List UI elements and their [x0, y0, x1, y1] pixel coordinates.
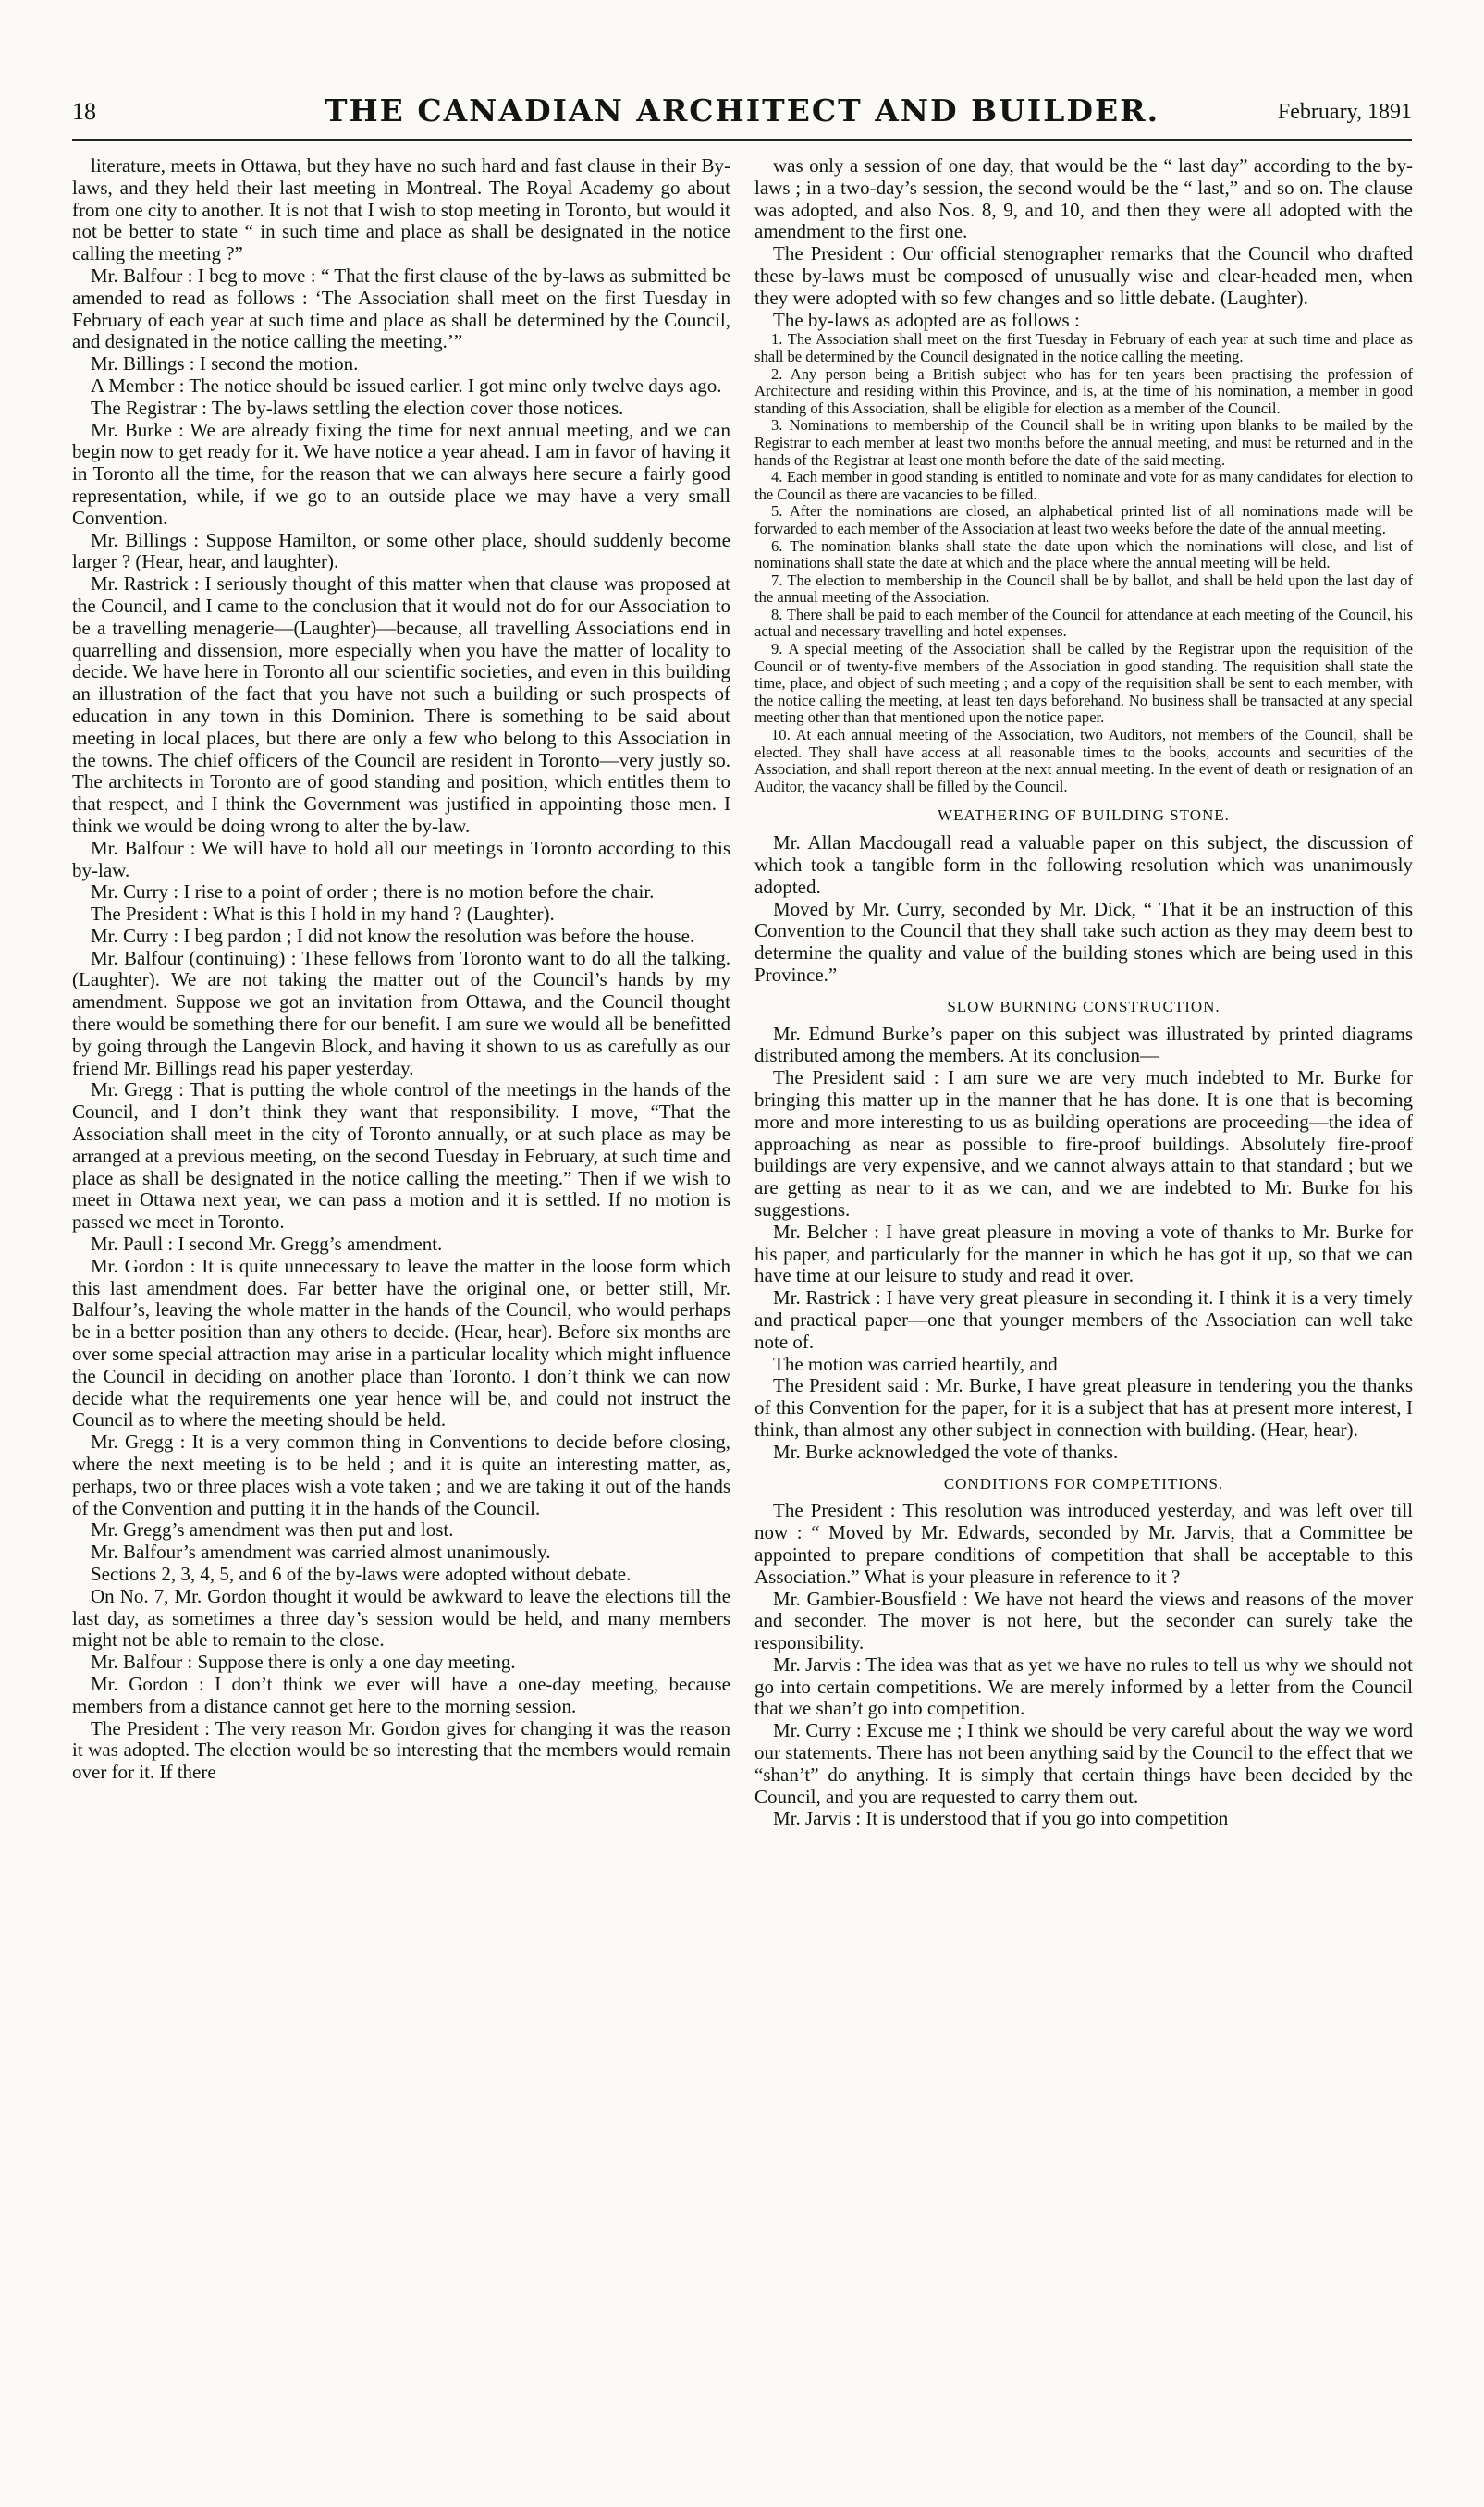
- paragraph: The President : What is this I hold in my hand ? (Laughter).: [91, 903, 555, 926]
- bylaw-item: 3. Nominations to membership of the Council shall be in writing upon blanks to be mailed by the Registrar to each member at least two months before the annual meeting, and must be returned and in the hands of the Registrar at least one month before the date of the said meeting.: [754, 416, 1413, 469]
- paragraph: Mr. Billings : Suppose Hamilton, or some other place, should suddenly become larger ? (Hear, hear, and laughter).: [72, 528, 730, 573]
- paragraph: Mr. Jarvis : The idea was that as yet we have no rules to tell us why we should not go into certain competitions. We are merely informed by a letter from the Council that we shan’t go into competition.: [754, 1653, 1413, 1720]
- paragraph: The President : Our official stenographer remarks that the Council who drafted these by-laws must be composed of unusually wise and clear-headed men, when they were adopted with so few changes and so little debate. (Laughter).: [754, 242, 1413, 309]
- paragraph: Mr. Balfour : We will have to hold all our meetings in Toronto according to this by-law.: [72, 836, 730, 881]
- paragraph: Mr. Gambier-Bousfield : We have not heard the views and reasons of the mover and seconder. The mover is not here, but the seconder can surely take the responsibility.: [754, 1587, 1413, 1654]
- bylaw-item: 8. There shall be paid to each member of the Council for attendance at each meeting of the Council, his actual and necessary travelling and hotel expenses.: [754, 605, 1413, 641]
- masthead-title: THE CANADIAN ARCHITECT AND BUILDER.: [324, 92, 1160, 129]
- paragraph: Sections 2, 3, 4, 5, and 6 of the by-laws were adopted without debate.: [91, 1563, 632, 1585]
- paragraph: The Registrar : The by-laws settling the election cover those notices.: [91, 396, 624, 419]
- paragraph: Mr. Gregg : It is a very common thing in Conventions to decide before closing, where the next meeting is to be held ; and it is quite an interesting matter, as, perhaps, two or three places wish a vote taken ; and we are taking it out of the hands of the Convention and putting it in the hands of the Council.: [72, 1431, 730, 1519]
- page-header: [72, 92, 1412, 141]
- bylaw-item: 4. Each member in good standing is entitled to nominate and vote for as many candidates for election to the Council as there are vacancies to be filled.: [754, 468, 1413, 503]
- bylaw-item: 10. At each annual meeting of the Association, two Auditors, not members of the Council, shall be elected. They shall have access at all reasonable times to the books, accounts and securities of the Association, and shall report thereon at the next annual meeting. In the event of death or resignation of an Auditor, the vacancy shall be filled by the Council.: [754, 726, 1413, 795]
- paragraph: Mr. Burke acknowledged the vote of thanks.: [773, 1440, 1119, 1463]
- bylaw-item: 5. After the nominations are closed, an alphabetical printed list of all nominations made will be forwarded to each member of the Association at least two weeks before the date of the annual meeting.: [754, 502, 1413, 537]
- paragraph: On No. 7, Mr. Gordon thought it would be awkward to leave the elections till the last day, as sometimes a three day’s session would be held, and many members might not be able to remain to the close.: [72, 1584, 730, 1652]
- paragraph: Mr. Balfour (continuing) : These fellows from Toronto want to do all the talking. (Laughter). We are not taking the matter out of the Council’s hands by my amendment. Suppose we got an invitation from Ottawa, and the Council thought there would be something there for our benefit. I am sure we would all be benefitted by going through the Langevin Block, and having it shown to us as carefully as our friend Mr. Billings read his paper yesterday.: [72, 946, 730, 1079]
- paragraph: literature, meets in Ottawa, but they have no such hard and fast clause in their By-laws, and they held their last meeting in Montreal. The Royal Academy go about from one city to another. It is not that I wish to stop meeting in Toronto, but would it not be better to state “ in such time and place as shall be designated in the notice calling the meeting ?”: [72, 155, 730, 265]
- right-column: [754, 155, 1413, 2476]
- left-column: [72, 155, 730, 2476]
- paragraph: Mr. Jarvis : It is understood that if you go into competition: [773, 1807, 1229, 1830]
- paragraph: The by-laws as adopted are as follows :: [773, 308, 1080, 331]
- bylaw-item: 1. The Association shall meet on the first Tuesday in February of each year at such time and place as shall be determined by the Council designated in the notice calling the meeting.: [754, 330, 1413, 365]
- paragraph: Mr. Rastrick : I seriously thought of this matter when that clause was proposed at the Council, and I came to the conclusion that it would not do for our Association to be a travelling menagerie—(Laughter)—because, all travelling Associations end in quarrelling and dissension, more especially when you have the matter of locality to decide. We have here in Toronto all our scientific societies, and even in this building an illustration of the fact that you have not such a building or such prospects of education in any town in this Dominion. There is something to be said about meeting in local places, but there are only a few who belong to this Association in the towns. The chief officers of the Council are resident in Toronto—very justly so. The architects in Toronto are of good standing and position, which entitles them to that respect, and I think the Government was justified in appointing those men. I think we would be doing wrong to alter the by-law.: [72, 572, 730, 837]
- paragraph: Mr. Paull : I second Mr. Gregg’s amendment.: [91, 1233, 443, 1256]
- paragraph: A Member : The notice should be issued earlier. I got mine only twelve days ago.: [91, 374, 722, 397]
- paragraph: Mr. Gordon : It is quite unnecessary to leave the matter in the loose form which this last amendment does. Far better have the original one, or better still, Mr. Balfour’s, leaving the whole matter in the hands of the Council, who would perhaps be in a better position than any others to decide. (Hear, hear). Before six months are over some special attraction may arise in a particular locality which might influence the Council in deciding on another place than Toronto. I don’t think we can now decide what the requirements one year hence will be, and could not instruct the Council as to where the meeting should be held.: [72, 1254, 730, 1432]
- paragraph: The President said : Mr. Burke, I have great pleasure in tendering you the thanks of this Convention for the paper, for it is a subject that has at present more interest, I think, than almost any other subject in connection with building. (Hear, hear).: [754, 1374, 1413, 1441]
- paragraph: The President : The very reason Mr. Gordon gives for changing it was the reason it was adopted. The election would be so interesting that the members would remain over for it. If there: [72, 1716, 730, 1784]
- paragraph: Mr. Balfour : I beg to move : “ That the first clause of the by-laws as submitted be amended to read as follows : ‘The Association shall meet on the first Tuesday in February of each year at such time and place as shall be determined by the Council, and designated in the notice calling the meeting.’”: [72, 264, 730, 353]
- paragraph: Mr. Rastrick : I have very great pleasure in seconding it. I think it is a very timely and practical paper—one that younger members of the Association can well take note of.: [754, 1286, 1413, 1353]
- issue-date: February, 1891: [1277, 100, 1412, 124]
- paragraph: Mr. Burke : We are already fixing the time for next annual meeting, and we can begin now to get ready for it. We have notice a year ahead. I am in favor of having it in Toronto all the time, for the reason that we can always here secure a fairly good representation, while, if we go to an outside place we may have a very small Convention.: [72, 418, 730, 529]
- paragraph: Mr. Edmund Burke’s paper on this subject was illustrated by printed diagrams distributed among the members. At its conclusion—: [754, 1022, 1413, 1067]
- paragraph: Mr. Gregg : That is putting the whole control of the meetings in the hands of the Council, and I don’t think they want that responsibility. I move, “That the Association shall meet in the city of Toronto annually, or at such place as may be arranged at a previous meeting, on the second Tuesday in February, at such time and place as shall be designated in the notice calling the meeting.” Then if we wish to meet in Ottawa next year, we can pass a motion and it is settled. If no motion is passed we meet in Toronto.: [72, 1078, 730, 1234]
- paragraph: Mr. Gregg’s amendment was then put and lost.: [91, 1518, 454, 1542]
- paragraph: was only a session of one day, that would be the “ last day” according to the by-laws ; in a two-day’s session, the second would be the “ last,” and so on. The clause was adopted, and also Nos. 8, 9, and 10, and then they were all adopted with the amendment to the first one.: [754, 155, 1413, 243]
- paragraph: Mr. Gordon : I don’t think we ever will have a one-day meeting, because members from a distance cannot get here to the morning session.: [72, 1672, 730, 1717]
- paragraph: The President said : I am sure we are very much indebted to Mr. Burke for bringing this matter up in the manner that he has done. It is one that is becoming more and more interesting to us as building operations are proceeding—the idea of approaching as near as possible to fire-proof buildings. Absolutely fire-proof buildings are very expensive, and we cannot always attain to that standard ; but we are getting as near to it as we can, and we are indebted to Mr. Burke for his suggestions.: [754, 1066, 1413, 1221]
- section-heading-competitions: CONDITIONS FOR COMPETITIONS.: [943, 1474, 1224, 1493]
- paragraph: Mr. Balfour’s amendment was carried almost unanimously.: [91, 1541, 551, 1564]
- bylaw-item: 7. The election to membership in the Council shall be by ballot, and shall be held upon the last day of the annual meeting of the Association.: [754, 571, 1413, 607]
- paragraph: Mr. Balfour : Suppose there is only a one day meeting.: [91, 1651, 516, 1674]
- bylaw-item: 9. A special meeting of the Association shall be called by the Registrar upon the requisition of the Council or of twenty-five members of the Association in good standing. The requisition shall state the time, place, and object of such meeting ; and a copy of the requisition shall be sent to each member, with the notice calling the meeting, at least ten days beforehand. No business shall be transacted at any special meeting other than that mentioned upon the notice paper.: [754, 640, 1413, 727]
- section-heading-slow-burning: SLOW BURNING CONSTRUCTION.: [947, 997, 1220, 1015]
- paragraph: Moved by Mr. Curry, seconded by Mr. Dick, “ That it be an instruction of this Convention to the Council that they shall take such action as they may deem best to determine the quality and value of the building stones which are being used in this Province.”: [754, 897, 1413, 986]
- paragraph: The motion was carried heartily, and: [773, 1352, 1058, 1375]
- paragraph: Mr. Curry : I rise to a point of order ; there is no motion before the chair.: [91, 880, 655, 903]
- section-heading-weathering: WEATHERING OF BUILDING STONE.: [938, 806, 1230, 825]
- paragraph: Mr. Allan Macdougall read a valuable paper on this subject, the discussion of which took a tangible form in the following resolution which was unanimously adopted.: [754, 831, 1413, 898]
- page-number: 18: [72, 98, 96, 125]
- paragraph: The President : This resolution was introduced yesterday, and was left over till now : “ Moved by Mr. Edwards, seconded by Mr. Jarvis, that a Committee be appointed to prepare conditions of competition that shall be acceptable to this Association.” What is your pleasure in reference to it ?: [754, 1499, 1413, 1588]
- bylaw-item: 6. The nomination blanks shall state the date upon which the nominations will close, and list of nominations shall state the date at which and the place where the annual meeting will be held.: [754, 536, 1413, 572]
- bylaws-list: [754, 331, 1413, 795]
- paragraph: Mr. Curry : Excuse me ; I think we should be very careful about the way we word our statements. There has not been anything said by the Council to the effect that we “shan’t” do anything. It is simply that certain things have been decided by the Council, and you are requested to carry them out.: [754, 1719, 1413, 1808]
- bylaw-item: 2. Any person being a British subject who has for ten years been practising the profession of Architecture and residing within this Province, and is, at the time of his nomination, a member in good standing of this Association, shall be eligible for election as a member of the Council.: [754, 364, 1413, 417]
- paragraph: Mr. Belcher : I have great pleasure in moving a vote of thanks to Mr. Burke for his paper, and particularly for the manner in which he has got it up, so that we can have time at our leisure to study and read it over.: [754, 1220, 1413, 1287]
- paragraph: Mr. Curry : I beg pardon ; I did not know the resolution was before the house.: [91, 924, 695, 947]
- paragraph: Mr. Billings : I second the motion.: [91, 352, 359, 375]
